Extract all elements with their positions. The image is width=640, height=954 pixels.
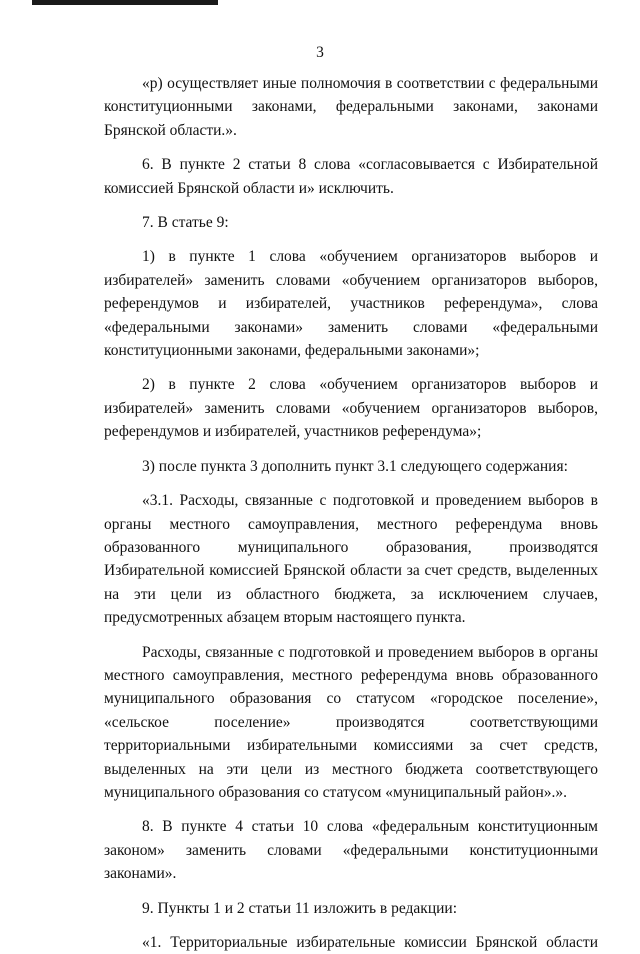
page-number: 3 [316, 44, 324, 61]
document-body [104, 72, 598, 954]
paragraph-r-item: «р) осуществляет иные полномочия в соответствии с федеральными конституционными законами, федеральными законами, законами Брянской области.». [104, 75, 598, 139]
paragraph-item-7: 7. В статье 9: [142, 214, 229, 232]
paragraph-subitem-2: 2) в пункте 2 слова «обучением организаторов выборов и избирателей» заменить словами «обучением организаторов выборов, референдумов и избирателей, участников референдума»; [104, 376, 598, 441]
paragraph-subitem-3: 3) после пункта 3 дополнить пункт 3.1 следующего содержания: [142, 457, 568, 475]
paragraph-3-1-first: «3.1. Расходы, связанные с подготовкой и проведением выборов в органы местного самоуправления, местного референдума вновь образованного муниципального образования, производятся Избирательной комиссией Брянской области за счет средств, выделенных на эти цели из областного бюджета, за исключением случаев, предусмотренных абзацем вторым настоящего пункта. [104, 492, 598, 627]
paragraph-item-8: 8. В пункте 4 статьи 10 слова «федеральным конституционным законом» заменить словами «федеральными конституционными законами». [104, 818, 598, 883]
paragraph-3-1-second: Расходы, связанные с подготовкой и проведением выборов в органы местного самоуправления, местного референдума вновь образованного муниципального образования со статусом «городское поселение», «сельское поселение» производятся соответствующими территориальными избирательными комиссиями за счет средств, выделенных на эти цели из местного бюджета соответствующего муниципального образования со статусом «муниципальный район».». [104, 643, 598, 801]
paragraph-subitem-1: 1) в пункте 1 слова «обучением организаторов выборов и избирателей» заменить словами «обучением организаторов выборов, референдумов и избирателей, участников референдума», слова «федеральными законами» заменить словами «федеральными конституционными законами, федеральными законами»; [104, 248, 598, 360]
header-rule [32, 0, 218, 5]
paragraph-quote-1: «1. Территориальные избирательные комиссии Брянской области [142, 934, 598, 951]
paragraph-item-6: 6. В пункте 2 статьи 8 слова «согласовывается с Избирательной комиссией Брянской области и» исключить. [104, 156, 598, 197]
paragraph-item-9: 9. Пункты 1 и 2 статьи 11 изложить в редакции: [142, 899, 458, 917]
